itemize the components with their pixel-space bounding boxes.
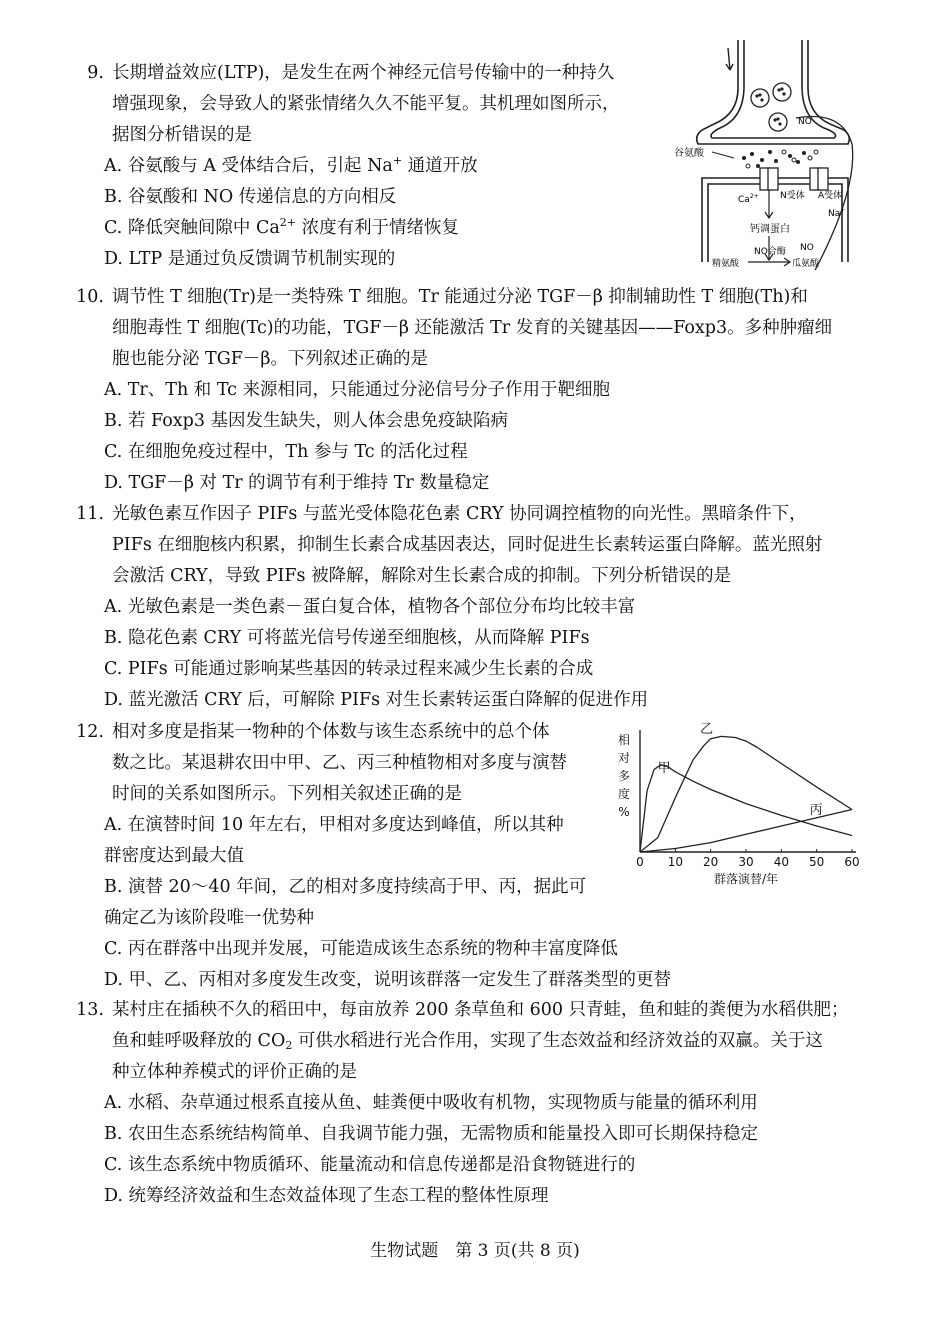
option-b: B. 谷氨酸和 NO 传递信息的方向相反 [104, 187, 397, 207]
question-stem [112, 58, 657, 151]
n-receptor-label: N受体 [780, 191, 805, 201]
x-tick-label: 60 [844, 855, 860, 869]
synapse-diagram [672, 40, 884, 270]
question-stem [112, 282, 888, 375]
y-axis-label-char: 对 [617, 751, 631, 765]
option-d: D. 统筹经济效益和生态效益体现了生态工程的整体性原理 [104, 1186, 549, 1206]
option-c: C. 在细胞免疫过程中，Th 参与 Tc 的活化过程 [104, 442, 468, 462]
question-number: 10. [76, 287, 104, 307]
calmodulin-label: 钙调蛋白 [750, 224, 790, 235]
stem-line: 相对多度是指某一物种的个体数与该生态系统中的总个体 [112, 722, 550, 742]
page-footer: 生物试题 第 3 页(共 8 页) [370, 1241, 580, 1261]
relative-abundance-chart [612, 722, 862, 887]
stem-line: 长期增益效应(LTP)，是发生在两个神经元信号传输中的一种持久 [112, 63, 615, 83]
ca-label: $Ca^{2+}$ [738, 193, 759, 205]
y-axis-label-char: 相 [617, 733, 631, 747]
stem-line: 种立体种养模式的评价正确的是 [112, 1062, 357, 1082]
option-a: A. 水稻、杂草通过根系直接从鱼、蛙粪便中吸收有机物，实现物质与能量的循环利用 [104, 1093, 758, 1113]
option-b: B. 若 Foxp3 基因发生缺失，则人体会患免疫缺陷病 [104, 411, 509, 431]
stem-line: 某村庄在插秧不久的稻田中，每亩放养 200 条草鱼和 600 只青蛙，鱼和蛙的粪便为水稻供肥； [112, 1000, 849, 1020]
na-label: Na+ [828, 207, 846, 219]
stem-line: 鱼和蛙呼吸释放的 $CO_2$ 可供水稻进行光合作用，实现了生态效益和经济效益的双赢。关于这 [112, 1031, 823, 1052]
question-number: 12. [76, 722, 104, 742]
option-b: B. 隐花色素 CRY 可将蓝光信号传递至细胞核，从而降解 PIFs [104, 628, 590, 648]
a-receptor-label: A受体 [818, 191, 843, 201]
stem-line: 据图分析错误的是 [112, 125, 252, 145]
stem-line: 会激活 CRY，导致 PIFs 被降解，解除对生长素合成的抑制。下列分析错误的是 [112, 566, 732, 586]
glutamate-label: 谷氨酸 [674, 148, 704, 159]
stem-line: 胞也能分泌 TGF－β。下列叙述正确的是 [112, 349, 428, 369]
no-label-top: NO [798, 117, 812, 127]
question-13 [68, 995, 888, 1212]
no-label-bottom: NO [800, 243, 814, 253]
option-a: A. 光敏色素是一类色素－蛋白复合体，植物各个部位分布均比较丰富 [104, 597, 636, 617]
series-label: 乙 [700, 722, 714, 737]
arginine-label: 精氨酸 [712, 259, 740, 269]
stem-line: PIFs 在细胞核内积累，抑制生长素合成基因表达，同时促进生长素转运蛋白降解。蓝光照射 [112, 535, 823, 555]
y-axis-label-char: 度 [617, 787, 631, 801]
question-stem [112, 499, 888, 592]
question-number: 9. [87, 63, 104, 83]
x-tick-label: 30 [738, 855, 754, 869]
series-label: 丙 [809, 803, 823, 819]
option-a: A. 在演替时间 10 年左右，甲相对多度达到峰值，所以其种 群密度达到最大值 [104, 815, 564, 866]
stem-line: 时间的关系如图所示。下列相关叙述正确的是 [112, 784, 462, 804]
x-tick-label: 50 [809, 855, 825, 869]
question-number: 11. [76, 504, 104, 524]
question-11 [68, 499, 888, 716]
stem-line: 调节性 T 细胞(Tr)是一类特殊 T 细胞。Tr 能通过分泌 TGF－β 抑制辅助性 T 细胞(Th)和 [112, 287, 808, 307]
x-tick-label: 20 [703, 855, 719, 869]
chart-series [640, 736, 852, 852]
option-a: A. 谷氨酸与 A 受体结合后，引起 Na+ 通道开放 [104, 154, 478, 176]
option-c: C. 该生态系统中物质循环、能量流动和信息传递都是沿食物链进行的 [104, 1155, 636, 1175]
option-c: C. 丙在群落中出现并发展，可能造成该生态系统的物种丰富度降低 [104, 939, 618, 959]
question-stem [112, 717, 657, 810]
x-tick-label: 0 [636, 855, 644, 869]
y-axis-label-char: 多 [617, 769, 631, 783]
chart-labels [618, 722, 860, 886]
series-label: 甲 [657, 760, 671, 776]
stem-line: 细胞毒性 T 细胞(Tc)的功能，TGF－β 还能激活 Tr 发育的关键基因——Foxp3。多种肿瘤细 [112, 318, 833, 338]
question-number: 13. [76, 1000, 104, 1020]
option-c: C. PIFs 可能通过影响某些基因的转录过程来减少生长素的合成 [104, 659, 594, 679]
x-axis-label: 群落演替/年 [713, 872, 779, 886]
option-a: A. Tr、Th 和 Tc 来源相同，只能通过分泌信号分子作用于靶细胞 [104, 380, 611, 400]
option-d: D. TGF－β 对 Tr 的调节有利于维持 Tr 数量稳定 [104, 473, 490, 493]
stem-line: 数之比。某退耕农田中甲、乙、丙三种植物相对多度与演替 [112, 753, 567, 773]
stem-line: 增强现象，会导致人的紧张情绪久久不能平复。其机理如图所示， [112, 94, 620, 114]
x-tick-label: 40 [773, 855, 789, 869]
question-10 [68, 282, 888, 499]
option-d: D. LTP 是通过负反馈调节机制实现的 [104, 249, 396, 269]
x-tick-label: 10 [667, 855, 683, 869]
option-c: C. 降低突触间隙中 $Ca^{2+}$ 浓度有利于情绪恢复 [104, 216, 460, 238]
question-stem [112, 995, 888, 1088]
option-d: D. 蓝光激活 CRY 后，可解除 PIFs 对生长素转运蛋白降解的促进作用 [104, 690, 649, 710]
option-d: D. 甲、乙、丙相对多度发生改变，说明该群落一定发生了群落类型的更替 [104, 970, 672, 990]
option-b: B. 农田生态系统结构简单、自我调节能力强，无需物质和能量投入即可长期保持稳定 [104, 1124, 758, 1144]
nos-label: NO合酶 [754, 247, 786, 257]
y-axis-label-char: % [618, 805, 630, 819]
stem-line: 光敏色素互作因子 PIFs 与蓝光受体隐花色素 CRY 协同调控植物的向光性。黑暗条件下， [112, 504, 807, 524]
option-b: B. 演替 20～40 年间，乙的相对多度持续高于甲、丙，据此可 确定乙为该阶段唯一优势种 [104, 877, 587, 928]
citrulline-label: 瓜氨酸 [792, 259, 820, 269]
